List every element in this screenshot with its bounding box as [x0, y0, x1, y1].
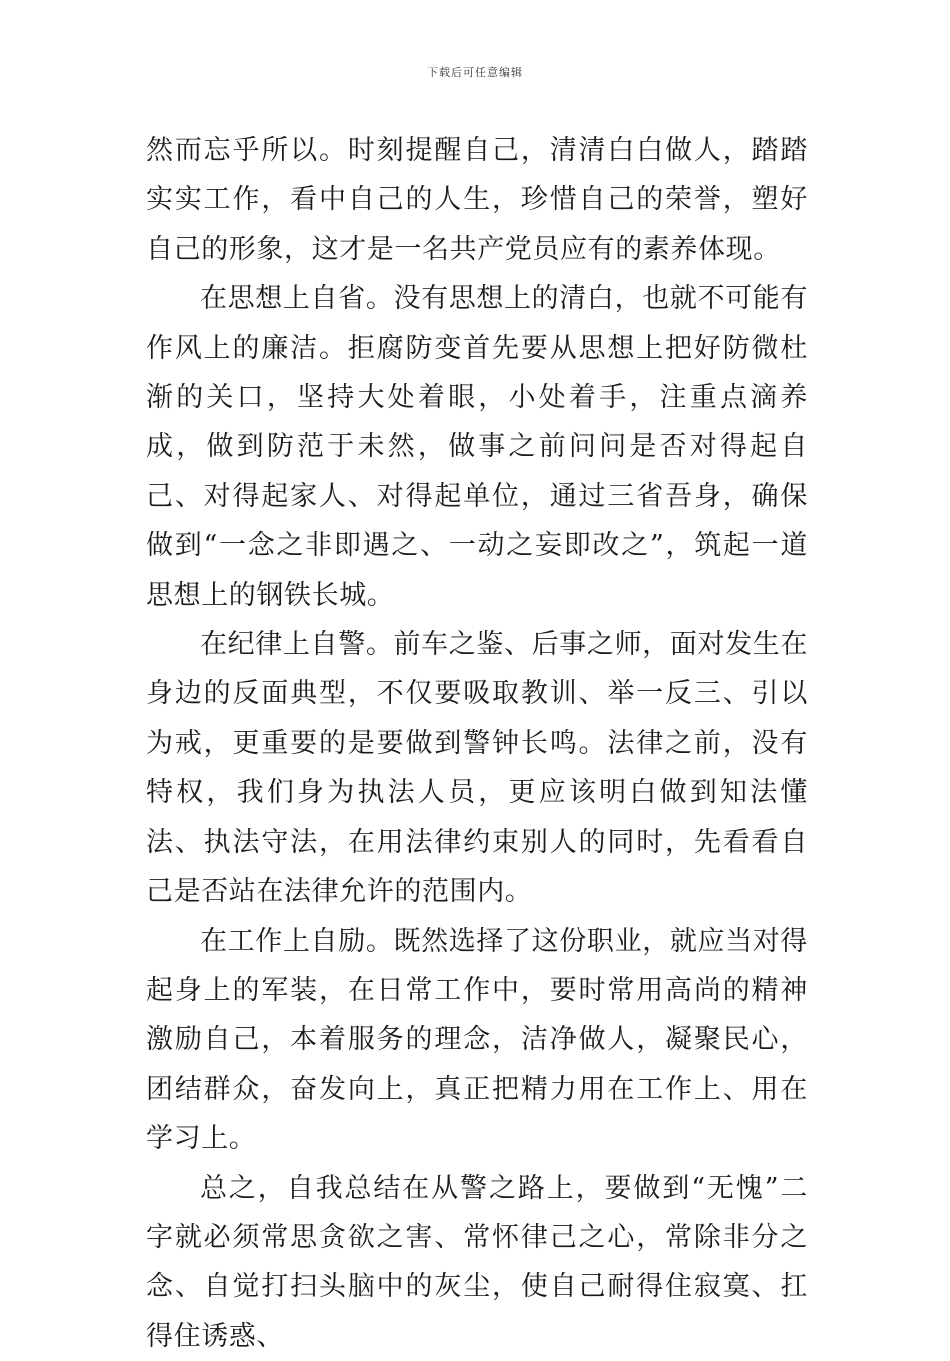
paragraph-self-warning-discipline: 在纪律上自警。前车之鉴、后事之师，面对发生在身边的反面典型，不仅要吸取教训、举一反三、引以为戒，更重要的是要做到警钟长鸣。法律之前，没有特权，我们身为执法人员，更应该明白做到知法懂法、执法守法，在用法律约束别人的同时，先看看自己是否站在法律允许的范围内。 [146, 629, 808, 908]
paragraph-self-reflection-thought: 在思想上自省。没有思想上的清白，也就不可能有作风上的廉洁。拒腐防变首先要从思想上把好防微杜渐的关口，坚持大处着眼，小处着手，注重点滴养成，做到防范于未然，做事之前问问是否对得起自己、对得起家人、对得起单位，通过三省吾身，确保做到“一念之非即遇之、一动之妄即改之”，筑起一道思想上的钢铁长城。 [146, 283, 808, 611]
paragraph-continuation: 然而忘乎所以。时刻提醒自己，清清白白做人，踏踏实实工作，看中自己的人生，珍惜自己的荣誉，塑好自己的形象，这才是一名共产党员应有的素养体现。 [146, 135, 808, 265]
body-text [146, 126, 808, 1361]
paragraph-conclusion: 总之，自我总结在从警之路上，要做到“无愧”二字就必须常思贪欲之害、常怀律己之心，常除非分之念、自觉打扫头脑中的灰尘，使自己耐得住寂寞、扛得住诱惑、 [146, 1172, 808, 1352]
paragraph-self-motivation-work: 在工作上自励。既然选择了这份职业，就应当对得起身上的军装，在日常工作中，要时常用高尚的精神激励自己，本着服务的理念，洁净做人，凝聚民心，团结群众，奋发向上，真正把精力用在工作上、用在学习上。 [146, 925, 808, 1155]
page-header: 下载后可任意编辑 [427, 66, 523, 79]
